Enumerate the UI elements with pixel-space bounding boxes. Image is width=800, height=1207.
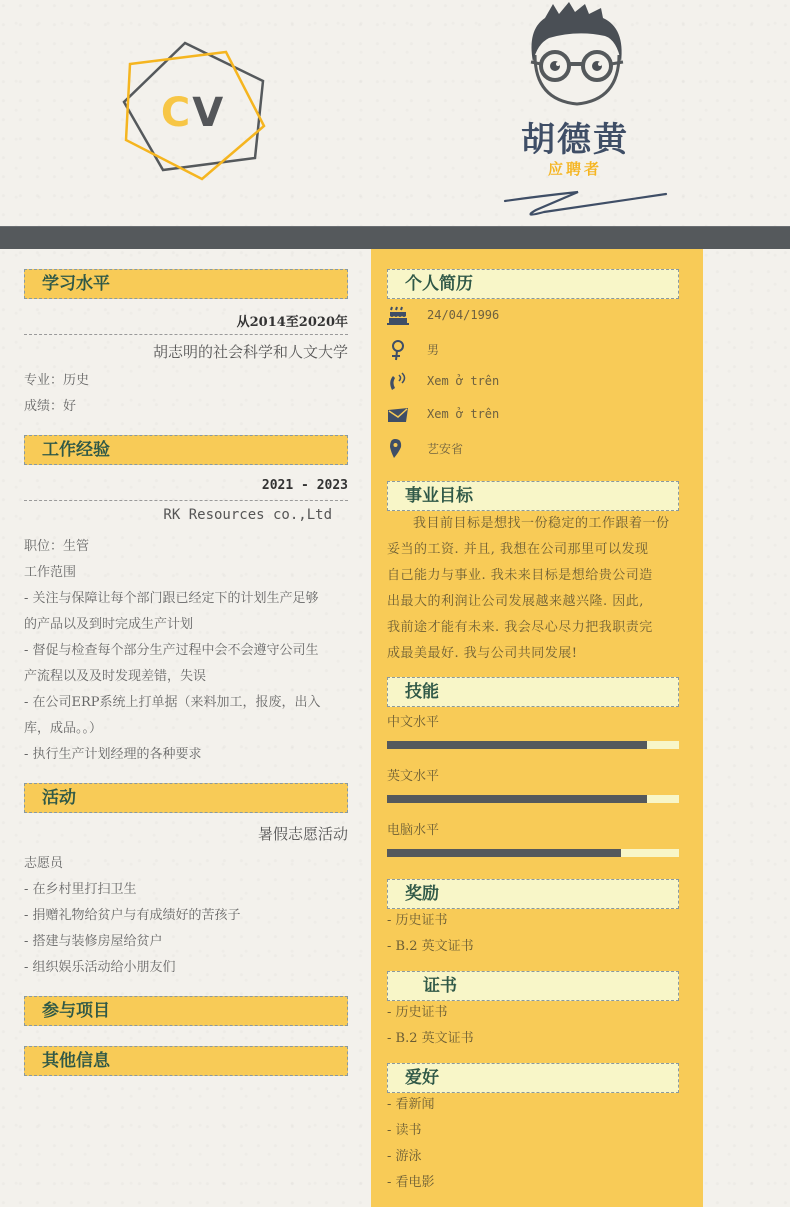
skill-bar-fill bbox=[387, 849, 621, 857]
work-company: RK Resources co.,Ltd bbox=[163, 507, 332, 523]
work-duty-line: - 督促与检查每个部分生产过程中会不会遵守公司生 bbox=[24, 643, 319, 658]
phone-icon bbox=[387, 372, 409, 394]
education-period: 从2014至2020年 bbox=[236, 315, 348, 330]
location-pin-icon bbox=[387, 438, 409, 460]
activity-role: 志愿员 bbox=[24, 856, 64, 871]
certificates-list bbox=[387, 1000, 679, 1052]
section-heading-activities: 活动 bbox=[24, 783, 348, 813]
signature-scribble-icon bbox=[500, 186, 670, 224]
work-position: 职位：生管 bbox=[24, 539, 90, 554]
section-heading-career-goal: 事业目标 bbox=[387, 481, 679, 511]
hobby-item: - 读书 bbox=[387, 1123, 422, 1138]
email-icon bbox=[387, 405, 409, 427]
skill-label-chinese: 中文水平 bbox=[387, 715, 440, 730]
header-divider-bar bbox=[0, 226, 790, 249]
activity-item: - 在乡村里打扫卫生 bbox=[24, 882, 137, 897]
career-goal-line: 出最大的利润让公司发展越来越兴隆. 因此, bbox=[387, 594, 644, 609]
skill-bar-english bbox=[387, 795, 679, 803]
profile-gender-row bbox=[387, 339, 679, 363]
section-heading-awards: 奖励 bbox=[387, 879, 679, 909]
hobby-item: - 看电影 bbox=[387, 1175, 435, 1190]
activity-name: 暑假志愿活动 bbox=[257, 825, 348, 843]
profile-email: Xem ở trên bbox=[427, 407, 500, 421]
education-divider bbox=[24, 334, 348, 335]
career-goal-line: 成最美最好. 我与公司共同发展! bbox=[387, 646, 578, 661]
skill-bar-computer bbox=[387, 849, 679, 857]
avatar-glasses-icon bbox=[525, 0, 629, 112]
section-heading-other-info: 其他信息 bbox=[24, 1046, 348, 1076]
logo-letter-c: C bbox=[160, 90, 193, 136]
activity-item: - 捐赠礼物给贫户与有成绩好的苦孩子 bbox=[24, 908, 241, 923]
activity-list bbox=[24, 877, 354, 981]
profile-birthday-row bbox=[387, 306, 679, 330]
activity-item: - 搭建与装修房屋给贫户 bbox=[24, 934, 163, 949]
work-duty-line: 库，成品。。） bbox=[24, 721, 103, 736]
birthday-cake-icon bbox=[387, 306, 409, 328]
section-heading-hobbies: 爱好 bbox=[387, 1063, 679, 1093]
profile-birthday: 24/04/1996 bbox=[427, 308, 500, 322]
profile-location-row bbox=[387, 438, 679, 462]
work-scope-title: 工作范围 bbox=[24, 565, 77, 580]
skill-bar-chinese bbox=[387, 741, 679, 749]
cv-logo bbox=[118, 38, 268, 183]
award-item: - 历史证书 bbox=[387, 913, 448, 928]
work-period: 2021 - 2023 bbox=[261, 478, 348, 493]
cv-logo-text bbox=[118, 90, 268, 136]
work-duty-line: - 关注与保障让每个部门跟已经定下的计划生产足够 bbox=[24, 591, 319, 606]
section-heading-education: 学习水平 bbox=[24, 269, 348, 299]
section-heading-profile: 个人简历 bbox=[387, 269, 679, 299]
profile-phone: Xem ở trên bbox=[427, 374, 500, 388]
cv-header bbox=[0, 0, 790, 226]
activity-item: - 组织娱乐活动给小朋友们 bbox=[24, 960, 176, 975]
certificate-item: - B.2 英文证书 bbox=[387, 1031, 474, 1046]
skill-bar-fill bbox=[387, 795, 647, 803]
award-item: - B.2 英文证书 bbox=[387, 939, 474, 954]
work-duty-line: 的产品以及到时完成生产计划 bbox=[24, 617, 194, 632]
logo-letter-v: V bbox=[192, 90, 226, 136]
skill-bar-fill bbox=[387, 741, 647, 749]
career-goal-line: 我前途才能有未来. 我会尽心尽力把我职责完 bbox=[387, 620, 653, 635]
section-heading-certificates: 证书 bbox=[387, 971, 679, 1001]
candidate-role: 应聘者 bbox=[547, 160, 602, 178]
gender-icon bbox=[387, 339, 409, 361]
right-column bbox=[371, 249, 703, 1207]
certificate-item: - 历史证书 bbox=[387, 1005, 448, 1020]
career-goal-text bbox=[387, 511, 687, 667]
awards-list bbox=[387, 908, 679, 960]
career-goal-line: 妥当的工资. 并且, 我想在公司那里可以发现 bbox=[387, 542, 649, 557]
career-goal-line: 我目前目标是想找一份稳定的工作跟着一份 bbox=[413, 516, 670, 531]
work-duty-line: 产流程以及及时发现差错，失误 bbox=[24, 669, 207, 684]
profile-phone-row bbox=[387, 372, 679, 396]
work-divider bbox=[24, 500, 348, 501]
hobby-item: - 看新闻 bbox=[387, 1097, 435, 1112]
section-heading-skills: 技能 bbox=[387, 677, 679, 707]
hobby-item: - 游泳 bbox=[387, 1149, 422, 1164]
career-goal-line: 自己能力与事业. 我未来目标是想给贵公司造 bbox=[387, 568, 653, 583]
education-school: 胡志明的社会科学和人文大学 bbox=[152, 343, 348, 361]
section-heading-projects: 参与项目 bbox=[24, 996, 348, 1026]
profile-location: 艺安省 bbox=[427, 442, 464, 456]
profile-email-row bbox=[387, 405, 679, 429]
education-grade: 成绩：好 bbox=[24, 399, 77, 414]
profile-gender: 男 bbox=[427, 343, 440, 357]
work-duty-line: - 执行生产计划经理的各种要求 bbox=[24, 747, 202, 762]
education-major: 专业：历史 bbox=[24, 373, 90, 388]
skill-label-computer: 电脑水平 bbox=[387, 823, 440, 838]
candidate-name: 胡德黄 bbox=[521, 120, 629, 160]
hobbies-list bbox=[387, 1092, 679, 1196]
work-duty-line: - 在公司ERP系统上打单据（来料加工，报废，出入 bbox=[24, 695, 321, 710]
skill-label-english: 英文水平 bbox=[387, 769, 440, 784]
work-duties-list bbox=[24, 586, 354, 768]
section-heading-work: 工作经验 bbox=[24, 435, 348, 465]
